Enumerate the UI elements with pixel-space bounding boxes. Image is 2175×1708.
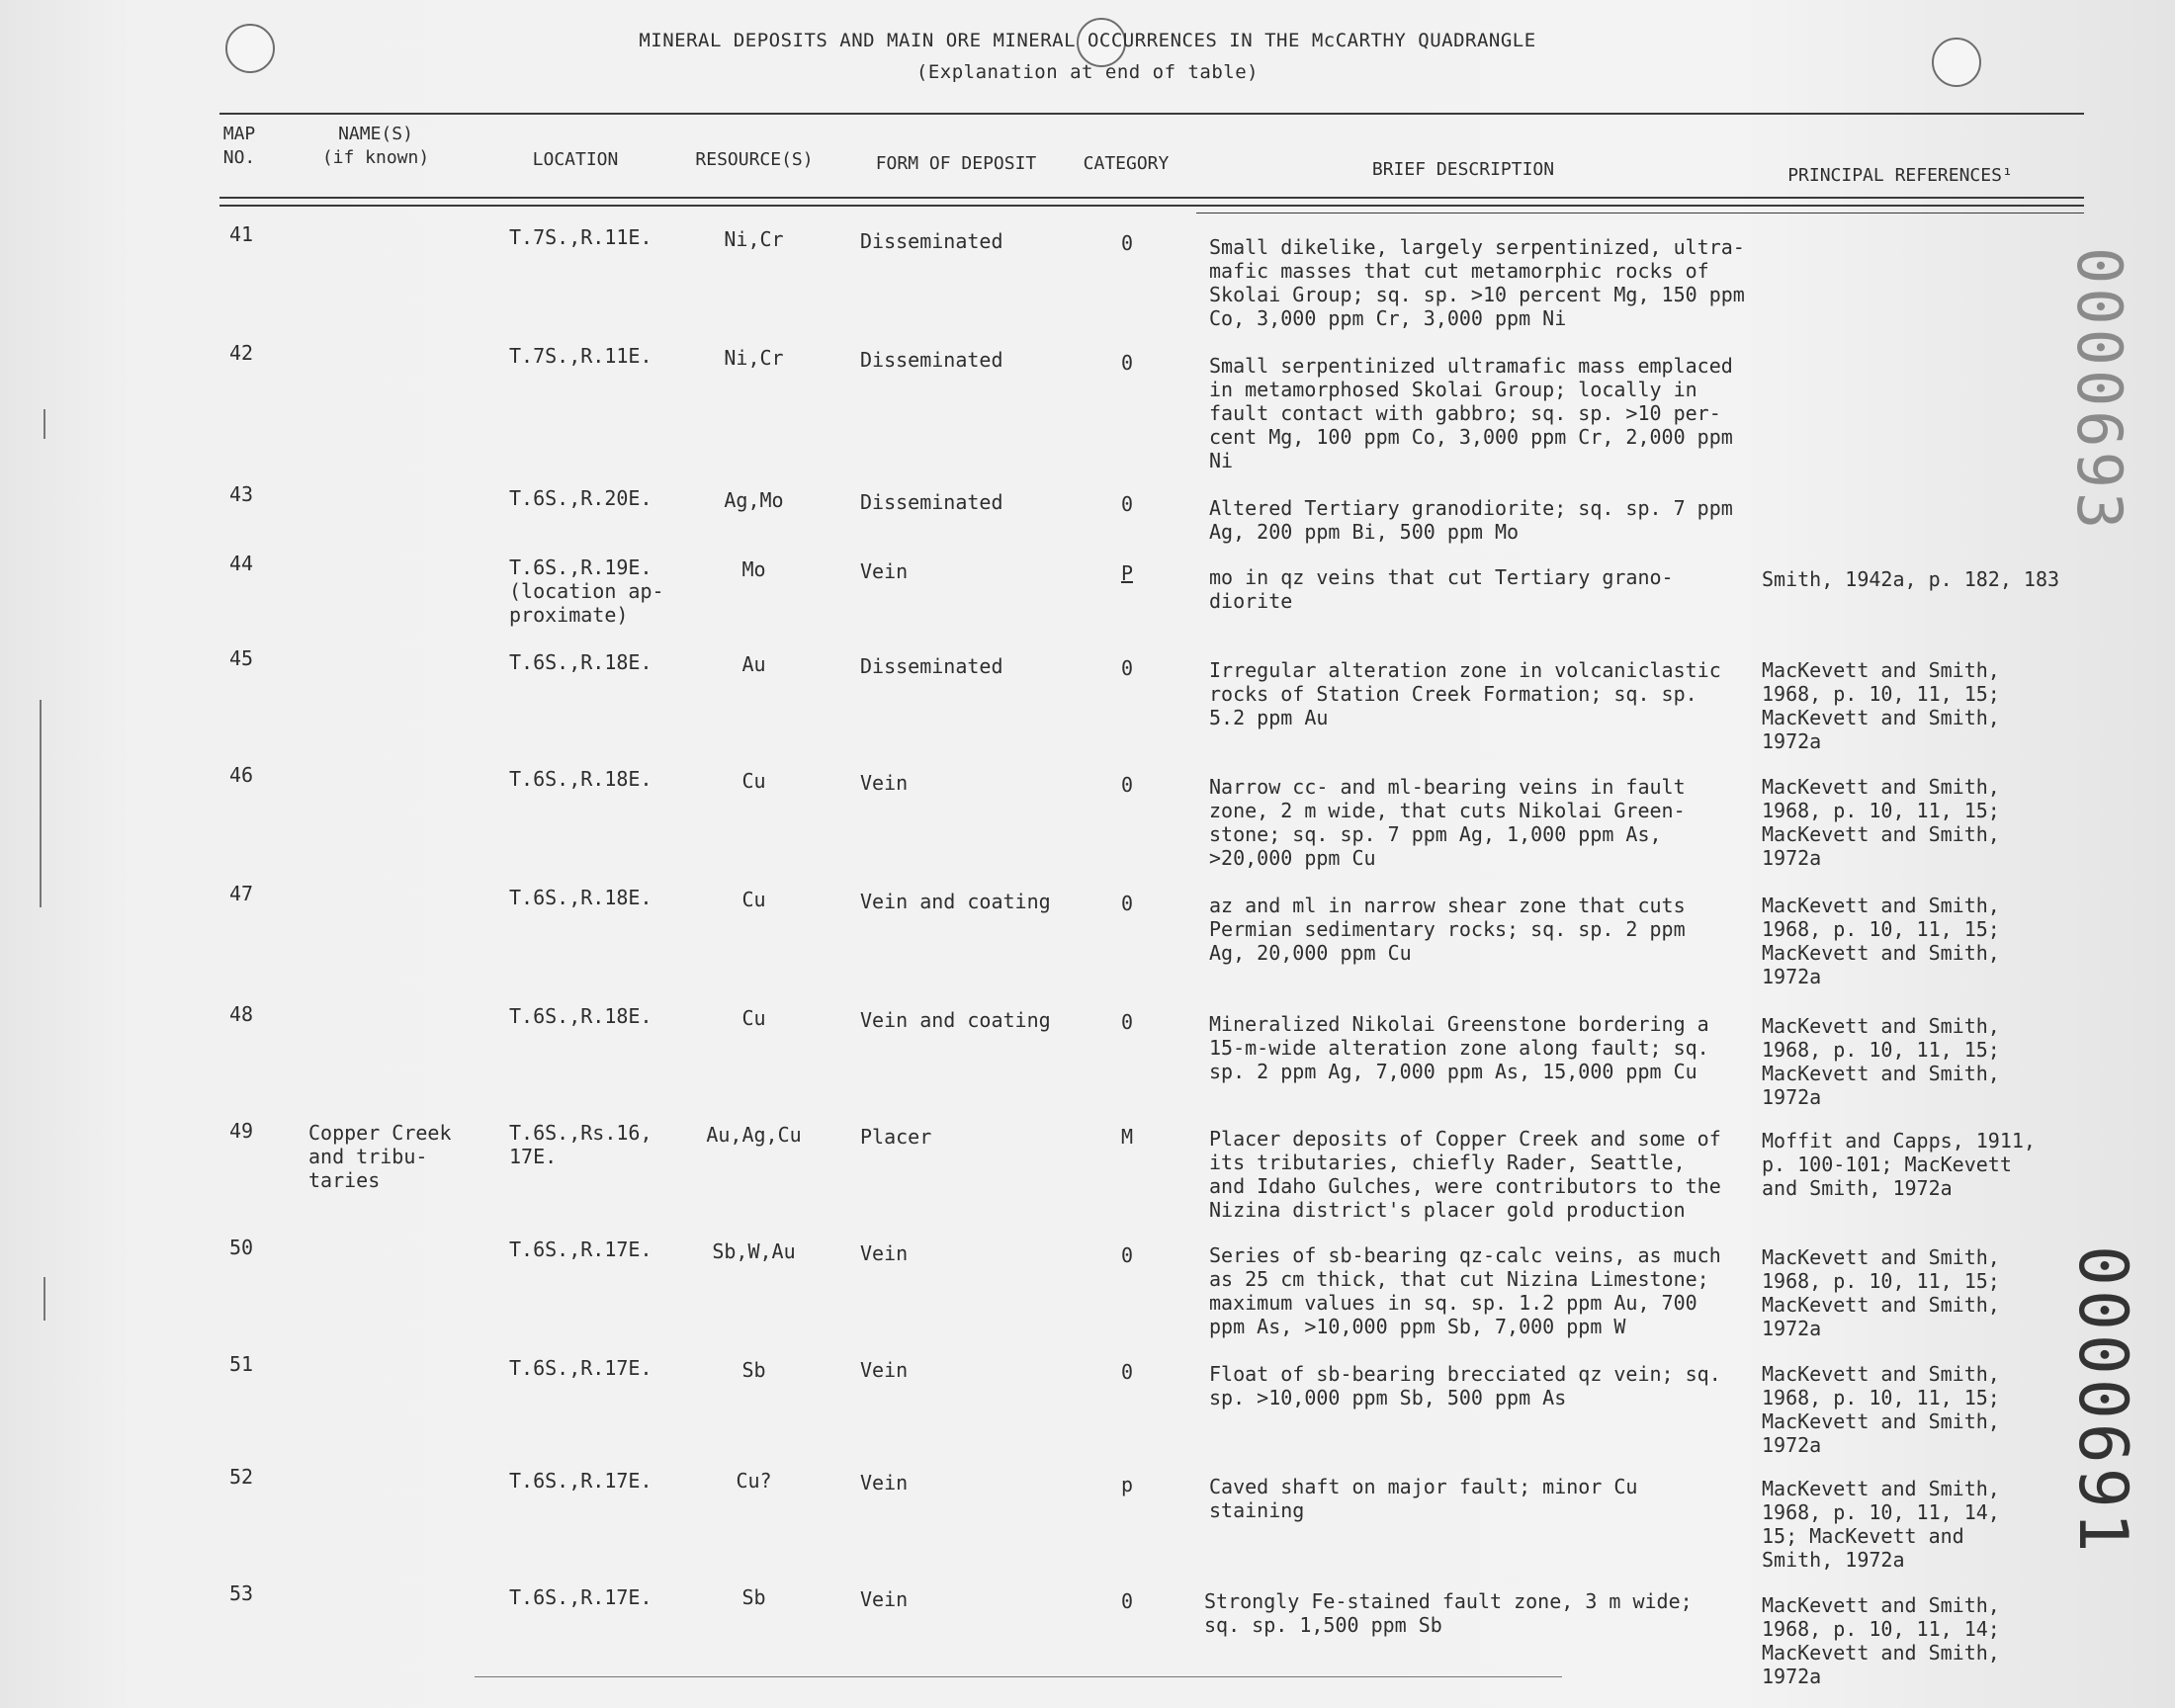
row-42-category: 0 — [1120, 351, 1134, 375]
row-50-references: MacKevett and Smith, 1968, p. 10, 11, 15; MacKevett and Smith, 1972a — [1762, 1245, 2000, 1340]
row-45-location: T.6S.,R.18E. — [509, 650, 652, 674]
row-44-references: Smith, 1942a, p. 182, 183 — [1762, 567, 2060, 591]
row-46-category: 0 — [1120, 773, 1134, 797]
row-53-category: 0 — [1120, 1589, 1134, 1613]
header-location: LOCATION — [532, 149, 619, 170]
row-48-form: Vein and coating — [860, 1008, 1051, 1032]
row-47-form: Vein and coating — [860, 890, 1051, 913]
row-49-description: Placer deposits of Copper Creek and some of its tributaries, chiefly Rader, Seattle, and Idaho Gulches, were contributors to the Nizina district's placer gold production — [1209, 1127, 1721, 1222]
row-51-map-no: 51 — [229, 1352, 254, 1376]
header-form: FORM OF DEPOSIT — [875, 153, 1037, 174]
row-49-map-no: 49 — [229, 1119, 254, 1143]
row-49-category: M — [1120, 1125, 1134, 1149]
row-44-category: P — [1120, 561, 1134, 585]
row-41-category: 0 — [1120, 231, 1134, 255]
margin-mark-3 — [44, 1277, 45, 1321]
document-title: MINERAL DEPOSITS AND MAIN ORE MINERAL OCCURRENCES IN THE McCARTHY QUADRANGLE — [639, 30, 1536, 51]
row-42-resource: Ni,Cr — [724, 346, 784, 370]
row-43-location: T.6S.,R.20E. — [509, 486, 652, 510]
document-subtitle: (Explanation at end of table) — [915, 61, 1260, 83]
row-49-name: Copper Creek and tribu- taries — [308, 1121, 452, 1192]
row-45-form: Disseminated — [860, 654, 1003, 678]
row-49-form: Placer — [860, 1125, 932, 1149]
row-48-description: Mineralized Nikolai Greenstone bordering a 15-m-wide alteration zone along fault; sq. sp. 2 ppm Ag, 7,000 ppm As, 15,000 ppm Cu — [1209, 1012, 1709, 1083]
header-rule-2 — [219, 205, 2084, 207]
row-47-map-no: 47 — [229, 882, 254, 905]
row-47-location: T.6S.,R.18E. — [509, 886, 652, 909]
header-map-no: MAP NO. — [222, 124, 256, 168]
header-resources: RESOURCE(S) — [695, 149, 814, 170]
row-45-resource: Au — [741, 652, 766, 676]
row-48-map-no: 48 — [229, 1002, 254, 1026]
row-42-description: Small serpentinized ultramafic mass emplaced in metamorphosed Skolai Group; locally in fault contact with gabbro; sq. sp. >10 per- cent Mg, 100 ppm Co, 3,000 ppm Cr, 2,000 ppm Ni — [1209, 354, 1733, 472]
row-41-map-no: 41 — [229, 222, 254, 246]
row-46-map-no: 46 — [229, 763, 254, 787]
row-44-map-no: 44 — [229, 552, 254, 575]
header-names: NAME(S) (if known) — [321, 124, 430, 168]
row-51-description: Float of sb-bearing brecciated qz vein; sq. sp. >10,000 ppm Sb, 500 ppm As — [1209, 1362, 1721, 1409]
row-52-resource: Cu? — [736, 1469, 772, 1493]
row-43-form: Disseminated — [860, 490, 1003, 514]
row-50-location: T.6S.,R.17E. — [509, 1238, 652, 1261]
row-52-description: Caved shaft on major fault; minor Cu staining — [1209, 1475, 1638, 1522]
row-43-description: Altered Tertiary granodiorite; sq. sp. 7 ppm Ag, 200 ppm Bi, 500 ppm Mo — [1209, 496, 1733, 544]
row-43-category: 0 — [1120, 492, 1134, 516]
row-44-resource: Mo — [741, 557, 766, 581]
header-references: PRINCIPAL REFERENCES¹ — [1787, 165, 2013, 186]
row-41-resource: Ni,Cr — [724, 227, 784, 251]
row-46-description: Narrow cc- and ml-bearing veins in fault zone, 2 m wide, that cuts Nikolai Green- stone; sq. sp. 7 ppm Ag, 1,000 ppm As, >20,000 ppm Cu — [1209, 775, 1686, 870]
row-46-form: Vein — [860, 771, 909, 795]
row-52-location: T.6S.,R.17E. — [509, 1469, 652, 1493]
row-45-category: 0 — [1120, 656, 1134, 680]
row-43-resource: Ag,Mo — [724, 488, 784, 512]
row-44-location: T.6S.,R.19E. (location ap- proximate) — [509, 555, 664, 627]
row-53-resource: Sb — [741, 1585, 766, 1609]
serial-stamp-lower — [2063, 1245, 2141, 1354]
row-50-description: Series of sb-bearing qz-calc veins, as much as 25 cm thick, that cut Nizina Limestone; maximum values in sq. sp. 1.2 ppm Au, 700 ppm As, >10,000 ppm Sb, 7,000 ppm W — [1209, 1243, 1721, 1338]
row-44-form: Vein — [860, 559, 909, 583]
row-52-category: p — [1120, 1473, 1134, 1496]
row-47-description: az and ml in narrow shear zone that cuts Permian sedimentary rocks; sq. sp. 2 ppm Ag, 20,000 ppm Cu — [1209, 894, 1686, 965]
row-43-map-no: 43 — [229, 482, 254, 506]
row-41-form: Disseminated — [860, 229, 1003, 253]
row-48-category: 0 — [1120, 1010, 1134, 1034]
row-49-resource: Au,Ag,Cu — [706, 1123, 802, 1147]
row-50-resource: Sb,W,Au — [712, 1239, 796, 1263]
row-51-form: Vein — [860, 1358, 909, 1382]
serial-stamp-upper — [2063, 247, 2135, 356]
row-42-location: T.7S.,R.11E. — [509, 344, 652, 368]
margin-mark-1 — [44, 409, 45, 439]
row-48-references: MacKevett and Smith, 1968, p. 10, 11, 15; MacKevett and Smith, 1972a — [1762, 1014, 2000, 1109]
row-53-form: Vein — [860, 1587, 909, 1611]
row-48-location: T.6S.,R.18E. — [509, 1004, 652, 1028]
row-45-references: MacKevett and Smith, 1968, p. 10, 11, 15; MacKevett and Smith, 1972a — [1762, 658, 2000, 753]
row-51-references: MacKevett and Smith, 1968, p. 10, 11, 15; MacKevett and Smith, 1972a — [1762, 1362, 2000, 1457]
row-49-references: Moffit and Capps, 1911, p. 100-101; MacKevett and Smith, 1972a — [1762, 1129, 2036, 1200]
row-46-resource: Cu — [741, 769, 766, 793]
row-46-references: MacKevett and Smith, 1968, p. 10, 11, 15; MacKevett and Smith, 1972a — [1762, 775, 2000, 870]
row-53-description: Strongly Fe-stained fault zone, 3 m wide; sq. sp. 1,500 ppm Sb — [1204, 1589, 1693, 1637]
row-52-form: Vein — [860, 1471, 909, 1494]
bottom-rule — [475, 1676, 1562, 1677]
row-51-category: 0 — [1120, 1360, 1134, 1384]
row-52-references: MacKevett and Smith, 1968, p. 10, 11, 14, 15; MacKevett and Smith, 1972a — [1762, 1477, 2000, 1572]
top-rule — [219, 113, 2084, 115]
row-49-location: T.6S.,Rs.16, 17E. — [509, 1121, 652, 1168]
header-description: BRIEF DESCRIPTION — [1371, 159, 1555, 180]
row-42-map-no: 42 — [229, 341, 254, 365]
header-category: CATEGORY — [1083, 153, 1170, 174]
row-44-description: mo in qz veins that cut Tertiary grano- diorite — [1209, 565, 1674, 613]
header-rule-3 — [1196, 213, 2084, 214]
row-47-resource: Cu — [741, 888, 766, 911]
row-50-category: 0 — [1120, 1243, 1134, 1267]
row-47-category: 0 — [1120, 892, 1134, 915]
row-53-location: T.6S.,R.17E. — [509, 1585, 652, 1609]
row-51-resource: Sb — [741, 1358, 766, 1382]
row-47-references: MacKevett and Smith, 1968, p. 10, 11, 15; MacKevett and Smith, 1972a — [1762, 894, 2000, 988]
row-45-map-no: 45 — [229, 646, 254, 670]
row-48-resource: Cu — [741, 1006, 766, 1030]
row-53-references: MacKevett and Smith, 1968, p. 10, 11, 14; MacKevett and Smith, 1972a — [1762, 1593, 2000, 1688]
row-53-map-no: 53 — [229, 1581, 254, 1605]
header-rule-1 — [219, 197, 2084, 199]
row-52-map-no: 52 — [229, 1465, 254, 1489]
row-46-location: T.6S.,R.18E. — [509, 767, 652, 791]
row-45-description: Irregular alteration zone in volcaniclastic rocks of Station Creek Formation; sq. sp. 5.2 ppm Au — [1209, 658, 1721, 729]
row-50-map-no: 50 — [229, 1236, 254, 1259]
margin-mark-2 — [40, 700, 42, 907]
row-41-location: T.7S.,R.11E. — [509, 225, 652, 249]
row-51-location: T.6S.,R.17E. — [509, 1356, 652, 1380]
row-50-form: Vein — [860, 1241, 909, 1265]
row-42-form: Disseminated — [860, 348, 1003, 372]
row-41-description: Small dikelike, largely serpentinized, ultra- mafic masses that cut metamorphic rocks of Skolai Group; sq. sp. >10 percent Mg, 150 ppm Co, 3,000 ppm Cr, 3,000 ppm Ni — [1209, 235, 1745, 330]
